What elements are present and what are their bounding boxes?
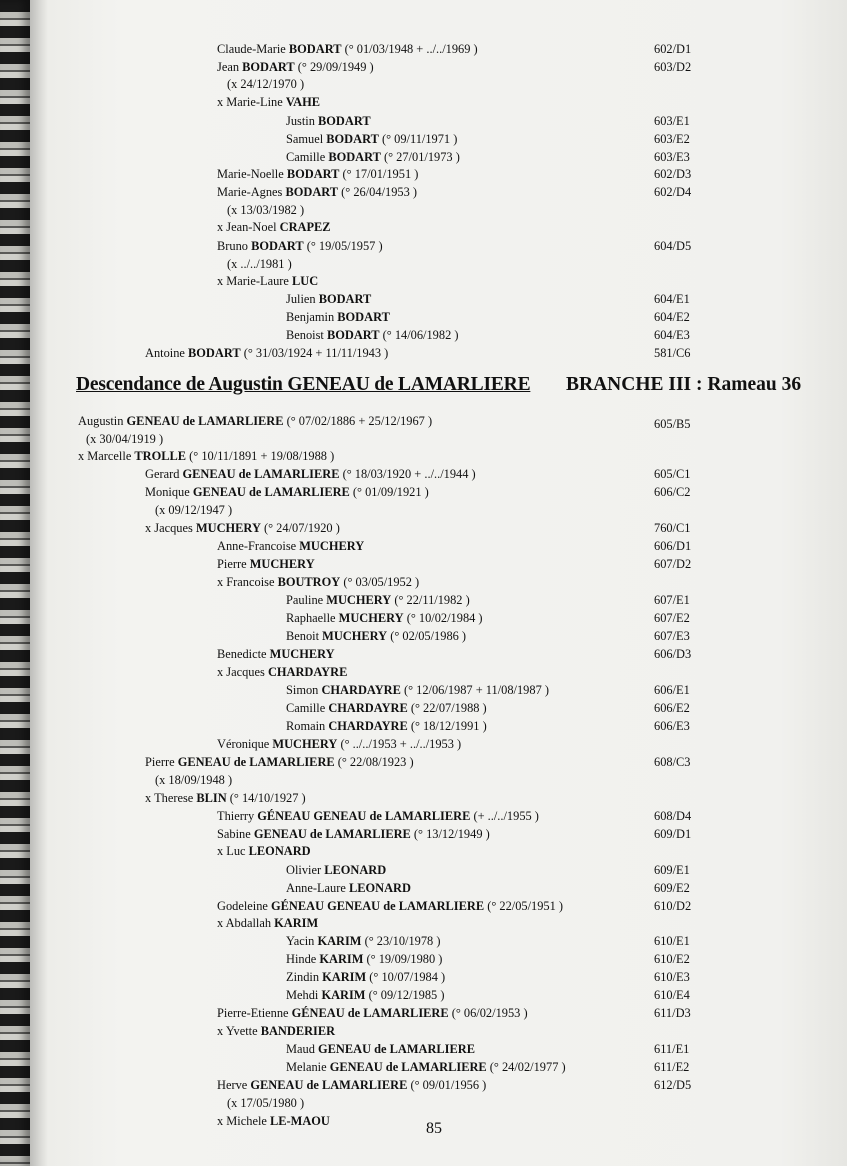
entry-given-name: Marie-Agnes (217, 185, 286, 199)
entry-surname: BODART (188, 346, 241, 360)
entry-given-name: Julien (286, 292, 319, 306)
entry-given-name: Benjamin (286, 310, 338, 324)
entry-reference: 604/E3 (654, 328, 690, 342)
entry-reference: 607/E1 (654, 593, 690, 607)
genealogy-entry (145, 790, 306, 806)
entry-given-name: Monique (145, 485, 193, 499)
entry-given-name: x Jacques (217, 665, 268, 679)
genealogy-entry (78, 413, 432, 429)
entry-dates: (° 18/03/1920 + ../../1944 ) (339, 467, 476, 481)
entry-reference: 602/D3 (654, 167, 692, 181)
genealogy-entry (286, 718, 487, 734)
genealogy-entry (217, 184, 417, 200)
entry-surname: MUCHERY (326, 593, 392, 607)
entry-reference: 610/E1 (654, 934, 690, 948)
entry-reference: 604/E2 (654, 310, 690, 324)
entry-reference: 603/E2 (654, 132, 690, 146)
genealogy-entry (145, 520, 340, 536)
entry-reference: 606/E1 (654, 683, 690, 697)
genealogy-entry (217, 219, 331, 235)
entry-surname: BODART (318, 292, 372, 306)
entry-surname: GENEAU de LAMARLIERE (177, 755, 335, 769)
entry-surname: BODART (318, 114, 371, 128)
entry-reference: 606/D1 (654, 539, 692, 553)
entry-reference: 609/E2 (654, 881, 690, 895)
entry-given-name: Claude-Marie (217, 42, 289, 56)
entry-dates: (° 14/10/1927 ) (226, 791, 306, 805)
entry-dates: (° 10/07/1984 ) (366, 970, 446, 984)
entry-reference: 611/E2 (654, 1060, 690, 1074)
entry-reference: 606/C2 (654, 485, 691, 499)
entry-surname: BODART (288, 42, 342, 56)
entry-reference: 610/E3 (654, 970, 690, 984)
entry-surname: MUCHERY (322, 629, 388, 643)
entry-surname: BODART (251, 239, 304, 253)
entry-surname: MUCHERY (249, 557, 315, 571)
entry-given-name: x Luc (217, 844, 249, 858)
entry-reference: 760/C1 (654, 521, 691, 535)
entry-given-name: Benoit (286, 629, 323, 643)
genealogy-entry (286, 131, 457, 147)
entry-reference: 606/D3 (654, 647, 692, 661)
entry-reference: 606/E3 (654, 719, 690, 733)
entry-given-name: Camille (286, 150, 329, 164)
entry-given-name: x Michele (217, 1114, 270, 1128)
entry-surname: GENEAU de LAMARLIERE (182, 467, 340, 481)
entry-surname: CHARDAYRE (321, 683, 401, 697)
entry-given-name: Jean (217, 60, 243, 74)
entry-dates: (+ ../../1955 ) (470, 809, 539, 823)
entry-given-name: Yacin (286, 934, 318, 948)
entry-reference: 606/E2 (654, 701, 690, 715)
genealogy-entry (217, 273, 318, 289)
genealogy-entry (286, 951, 442, 967)
entry-reference: 612/D5 (654, 1078, 692, 1092)
genealogy-entry (227, 202, 304, 218)
entry-dates: (° 02/05/1986 ) (387, 629, 467, 643)
genealogy-entry (217, 538, 364, 554)
entry-reference: 581/C6 (654, 346, 691, 360)
genealogy-entry (217, 1113, 330, 1129)
entry-reference: 603/E1 (654, 114, 690, 128)
entry-surname: BODART (326, 328, 380, 342)
entry-surname: GÉNEAU GENEAU de LAMARLIERE (271, 899, 485, 913)
entry-given-name: Antoine (145, 346, 189, 360)
entry-reference: 610/D2 (654, 899, 692, 913)
entry-surname: KARIM (321, 988, 366, 1002)
entry-dates: (° 22/07/1988 ) (407, 701, 487, 715)
entry-given-name: Pierre (145, 755, 178, 769)
entry-surname: MUCHERY (338, 611, 404, 625)
entry-given-name: Zindin (286, 970, 323, 984)
genealogy-entry (217, 843, 311, 859)
genealogy-entry (217, 1023, 335, 1039)
entry-given-name: Augustin (78, 414, 127, 428)
entry-dates: (° 03/05/1952 ) (340, 575, 420, 589)
entry-surname: GENEAU de LAMARLIERE (192, 485, 350, 499)
entry-surname: LEONARD (348, 881, 411, 895)
entry-surname: TROLLE (134, 449, 187, 463)
entry-surname: CRAPEZ (279, 220, 331, 234)
entry-reference: 608/D4 (654, 809, 692, 823)
genealogy-entry (145, 345, 388, 361)
genealogy-entry (217, 646, 335, 662)
entry-given-name: x Marcelle (78, 449, 135, 463)
entry-given-name: Romain (286, 719, 329, 733)
entry-surname: BANDERIER (260, 1024, 336, 1038)
entry-surname: BODART (286, 167, 340, 181)
entry-given-name: (x 17/05/1980 ) (227, 1096, 305, 1110)
entry-surname: KARIM (317, 934, 362, 948)
entry-given-name: x Jacques (145, 521, 196, 535)
entry-surname: BOUTROY (277, 575, 341, 589)
genealogy-entry (286, 700, 487, 716)
entry-reference: 605/B5 (654, 417, 691, 431)
genealogy-entry (286, 1059, 566, 1075)
entry-given-name: Hinde (286, 952, 320, 966)
entry-given-name: (x 24/12/1970 ) (227, 77, 305, 91)
entry-surname: BODART (242, 60, 295, 74)
entry-reference: 605/C1 (654, 467, 691, 481)
genealogy-entry (217, 898, 563, 914)
entry-given-name: Benedicte (217, 647, 270, 661)
genealogy-entry (217, 574, 419, 590)
genealogy-entry (286, 327, 459, 343)
entry-dates: (° 13/12/1949 ) (410, 827, 490, 841)
entry-dates: (° 22/11/1982 ) (391, 593, 470, 607)
entry-surname: CHARDAYRE (328, 701, 408, 715)
entry-given-name: Pierre-Etienne (217, 1006, 292, 1020)
entry-reference: 603/D2 (654, 60, 692, 74)
genealogy-entry (286, 880, 411, 896)
entry-given-name: Camille (286, 701, 329, 715)
entry-dates: (° 18/12/1991 ) (407, 719, 487, 733)
entry-dates: (° 19/09/1980 ) (363, 952, 443, 966)
entry-reference: 604/E1 (654, 292, 690, 306)
entry-dates: (° 14/06/1982 ) (379, 328, 459, 342)
entry-given-name: (x 30/04/1919 ) (86, 432, 164, 446)
entry-dates: (° 24/07/1920 ) (260, 521, 340, 535)
entry-given-name: (x 09/12/1947 ) (155, 503, 233, 517)
entry-surname: MUCHERY (272, 737, 338, 751)
genealogy-entry (217, 915, 318, 931)
entry-surname: CHARDAYRE (267, 665, 348, 679)
entry-given-name: Justin (286, 114, 319, 128)
entry-surname: LUC (292, 274, 319, 288)
entry-given-name: x Yvette (217, 1024, 261, 1038)
entry-given-name: Marie-Noelle (217, 167, 287, 181)
entry-reference: 602/D4 (654, 185, 692, 199)
entry-given-name: Gerard (145, 467, 183, 481)
genealogy-entry (286, 309, 390, 325)
entry-reference: 607/E2 (654, 611, 690, 625)
entry-surname: GENEAU de LAMARLIERE (318, 1042, 475, 1056)
genealogy-entry (286, 149, 460, 165)
entry-reference: 610/E4 (654, 988, 690, 1002)
entry-given-name: Godeleine (217, 899, 272, 913)
entry-reference: 603/E3 (654, 150, 690, 164)
entry-dates: (° 22/05/1951 ) (484, 899, 564, 913)
entry-dates: (° 27/01/1973 ) (380, 150, 460, 164)
entry-given-name: x Jean-Noel (217, 220, 280, 234)
page-number: 85 (426, 1120, 442, 1137)
genealogy-entry (286, 113, 371, 129)
entry-surname: GENEAU de LAMARLIERE (329, 1060, 487, 1074)
entry-surname: MUCHERY (195, 521, 261, 535)
genealogy-entry (286, 1041, 475, 1057)
entry-given-name: Sabine (217, 827, 254, 841)
entry-reference: 608/C3 (654, 755, 691, 769)
entry-reference: 610/E2 (654, 952, 690, 966)
genealogy-entry (86, 431, 163, 447)
entry-surname: KARIM (322, 970, 367, 984)
genealogy-entry (155, 502, 232, 518)
entry-dates: (° 06/02/1953 ) (448, 1006, 528, 1020)
genealogy-entry (227, 256, 292, 272)
entry-given-name: Olivier (286, 863, 325, 877)
entry-surname: BODART (326, 132, 379, 146)
entry-given-name: Benoist (286, 328, 327, 342)
branch-label: BRANCHE III : Rameau 36 (566, 374, 802, 395)
entry-dates: (° 01/09/1921 ) (349, 485, 429, 499)
genealogy-entry (217, 238, 383, 254)
entry-dates: (° 09/11/1971 ) (378, 132, 458, 146)
entry-given-name: (x 13/03/1982 ) (227, 203, 305, 217)
genealogy-entry (217, 166, 418, 182)
entry-given-name: Maud (286, 1042, 319, 1056)
entry-dates: (° 26/04/1953 ) (338, 185, 418, 199)
entry-reference: 611/E1 (654, 1042, 690, 1056)
genealogy-entry (286, 682, 549, 698)
entry-dates: (° 19/05/1957 ) (303, 239, 383, 253)
entry-surname: LEONARD (248, 844, 311, 858)
entry-given-name: Bruno (217, 239, 252, 253)
entry-surname: KARIM (274, 916, 319, 930)
genealogy-entry (217, 94, 320, 110)
entry-surname: BODART (328, 150, 381, 164)
entry-given-name: Herve (217, 1078, 251, 1092)
entry-given-name: x Abdallah (217, 916, 275, 930)
entry-reference: 607/E3 (654, 629, 690, 643)
entry-given-name: x Marie-Line (217, 95, 286, 109)
entry-surname: GÉNEAU GENEAU de LAMARLIERE (257, 809, 471, 823)
genealogy-entry (217, 664, 347, 680)
entry-dates: (° 24/02/1977 ) (486, 1060, 566, 1074)
genealogy-entry (217, 736, 461, 752)
entry-dates: (° 09/01/1956 ) (407, 1078, 487, 1092)
genealogy-entry (286, 610, 483, 626)
entry-reference: 604/D5 (654, 239, 692, 253)
entry-surname: GENEAU de LAMARLIERE (250, 1078, 408, 1092)
entry-given-name: x Marie-Laure (217, 274, 292, 288)
entry-given-name: Véronique (217, 737, 273, 751)
entry-reference: 607/D2 (654, 557, 692, 571)
entry-given-name: Raphaelle (286, 611, 339, 625)
entry-reference: 611/D3 (654, 1006, 691, 1020)
entry-dates: (° 10/02/1984 ) (403, 611, 483, 625)
entry-surname: KARIM (319, 952, 364, 966)
entry-surname: BODART (285, 185, 339, 199)
entry-given-name: (x ../../1981 ) (227, 257, 292, 271)
entry-reference: 609/E1 (654, 863, 690, 877)
genealogy-entry (286, 628, 466, 644)
entry-dates: (° 10/11/1891 + 19/08/1988 ) (186, 449, 335, 463)
entry-dates: (° ../../1953 + ../../1953 ) (337, 737, 462, 751)
entry-surname: BODART (337, 310, 390, 324)
genealogy-entry (286, 969, 445, 985)
entry-surname: MUCHERY (269, 647, 335, 661)
genealogy-entry (286, 862, 386, 878)
genealogy-entry (145, 484, 429, 500)
genealogy-entry (227, 76, 304, 92)
entry-given-name: Samuel (286, 132, 327, 146)
entry-surname: LE-MAOU (270, 1114, 330, 1128)
entry-surname: GENEAU de LAMARLIERE (253, 827, 411, 841)
entry-surname: GÉNEAU de LAMARLIERE (291, 1006, 449, 1020)
entry-reference: 609/D1 (654, 827, 692, 841)
entry-given-name: Pierre (217, 557, 250, 571)
genealogy-entry (217, 1077, 486, 1093)
genealogy-entry (155, 772, 232, 788)
entry-dates: (° 07/02/1886 + 25/12/1967 ) (283, 414, 433, 428)
entry-given-name: Mehdi (286, 988, 322, 1002)
entry-dates: (° 01/03/1948 + ../../1969 ) (341, 42, 478, 56)
genealogy-entry (145, 754, 414, 770)
genealogy-entry (145, 466, 476, 482)
entry-surname: VAHE (285, 95, 321, 109)
genealogy-entry (217, 556, 315, 572)
genealogy-entry (286, 987, 444, 1003)
entry-reference: 602/D1 (654, 42, 692, 56)
genealogy-entry (227, 1095, 304, 1111)
entry-dates: (° 22/08/1923 ) (334, 755, 414, 769)
entry-given-name: Anne-Francoise (217, 539, 300, 553)
entry-given-name: Anne-Laure (286, 881, 349, 895)
entry-given-name: Simon (286, 683, 322, 697)
genealogy-entry (217, 1005, 528, 1021)
genealogy-entry (217, 826, 490, 842)
entry-surname: CHARDAYRE (328, 719, 408, 733)
genealogy-entry (217, 59, 374, 75)
section-title: Descendance de Augustin GENEAU de LAMARLIERE (76, 374, 531, 395)
entry-dates: (° 17/01/1951 ) (339, 167, 419, 181)
genealogy-entry (286, 933, 440, 949)
entry-dates: (° 29/09/1949 ) (294, 60, 374, 74)
entry-dates: (° 09/12/1985 ) (365, 988, 445, 1002)
genealogy-entry (286, 592, 470, 608)
entry-given-name: Melanie (286, 1060, 330, 1074)
entry-surname: BLIN (196, 791, 227, 805)
genealogy-entry (78, 448, 334, 464)
genealogy-entry (217, 808, 539, 824)
genealogy-entry (286, 291, 371, 307)
entry-surname: GENEAU de LAMARLIERE (126, 414, 284, 428)
genealogy-entry (217, 41, 478, 57)
entry-surname: LEONARD (324, 863, 387, 877)
entry-surname: MUCHERY (299, 539, 365, 553)
entry-given-name: Thierry (217, 809, 258, 823)
entry-given-name: (x 18/09/1948 ) (155, 773, 233, 787)
entry-given-name: Pauline (286, 593, 327, 607)
entry-dates: (° 23/10/1978 ) (361, 934, 441, 948)
entry-dates: (° 31/03/1924 + 11/11/1943 ) (240, 346, 389, 360)
entry-dates: (° 12/06/1987 + 11/08/1987 ) (400, 683, 549, 697)
entry-given-name: x Francoise (217, 575, 278, 589)
entry-given-name: x Therese (145, 791, 197, 805)
